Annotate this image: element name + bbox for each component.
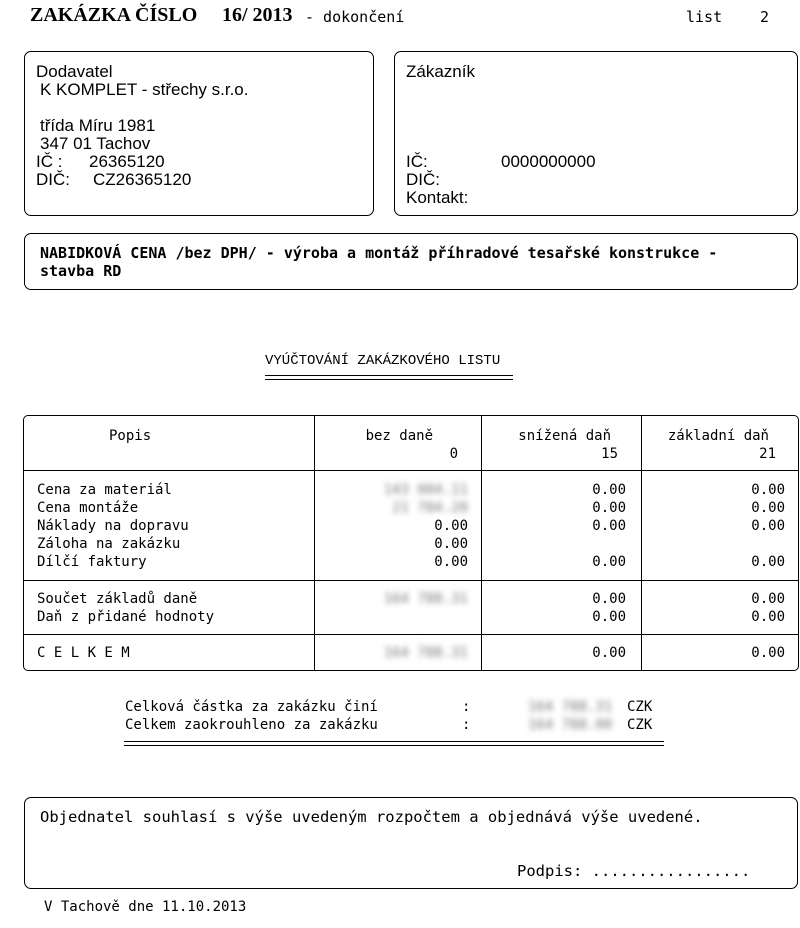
order-number: 16/ 2013 <box>222 4 293 26</box>
customer-contact-label: Kontakt: <box>406 188 469 207</box>
section-title-underline-2 <box>265 379 513 380</box>
document-subtitle: - dokončení <box>305 8 405 26</box>
row-label: Dílčí faktury <box>37 554 147 570</box>
supplier-name: K KOMPLET - střechy s.r.o. <box>40 80 249 99</box>
header-no-tax: bez daně <box>365 428 433 444</box>
sheet-label: list <box>686 8 723 26</box>
row-label: Cena montáže <box>37 500 139 516</box>
summary-underline <box>124 741 664 742</box>
sum-value-reduced: 0.00 <box>592 609 626 625</box>
summary-separator: : <box>462 699 471 715</box>
row-label: Záloha na zakázku <box>37 536 181 552</box>
supplier-dic-value: CZ26365120 <box>93 170 192 189</box>
total-value-reduced: 0.00 <box>592 645 626 661</box>
total-value-no-tax: 164 788.31 <box>383 645 468 661</box>
sum-row-label: Daň z přidané hodnoty <box>37 609 215 625</box>
document-title: ZAKÁZKA ČÍSLO <box>30 4 198 26</box>
supplier-dic-label: DIČ: <box>36 170 70 189</box>
summary-value-rounded: 164 788.00 <box>528 717 613 733</box>
row-value-reduced: 0.00 <box>592 518 626 534</box>
header-reduced-tax: snížená daň <box>518 428 611 444</box>
header-no-tax-rate: 0 <box>449 446 458 462</box>
sheet-number: 2 <box>760 8 770 26</box>
sum-value-basic: 0.00 <box>751 609 785 625</box>
row-divider <box>24 580 798 581</box>
total-label: C E L K E M <box>37 645 130 661</box>
supplier-street: třída Míru 1981 <box>40 116 156 135</box>
header-description: Popis <box>109 428 152 444</box>
summary-label-total: Celková částka za zakázku činí <box>125 699 378 715</box>
agreement-text: Objednatel souhlasí s výše uvedeným rozpočtem a objednává výše uvedené. <box>40 808 703 826</box>
supplier-ic-value: 26365120 <box>89 152 165 171</box>
summary-currency: CZK <box>627 699 653 715</box>
row-value-basic: 0.00 <box>751 482 785 498</box>
row-value-reduced: 0.00 <box>592 554 626 570</box>
offer-description: NABIDKOVÁ CENA /bez DPH/ - výroba a montáž příhradové tesařské konstrukce - stavba RD <box>40 244 718 280</box>
billing-table <box>23 415 799 671</box>
customer-ic-value: 0000000000 <box>501 152 596 171</box>
row-label: Cena za materiál <box>37 482 172 498</box>
summary-separator: : <box>462 717 471 733</box>
supplier-box <box>24 51 374 216</box>
row-value-reduced: 0.00 <box>592 482 626 498</box>
supplier-heading: Dodavatel <box>36 62 113 81</box>
section-title: VYÚČTOVÁNÍ ZAKÁZKOVÉHO LISTU <box>265 353 501 369</box>
customer-box <box>394 51 798 216</box>
header-reduced-tax-rate: 15 <box>601 446 618 462</box>
row-value-no-tax: 0.00 <box>434 554 468 570</box>
row-divider <box>24 634 798 635</box>
header-basic-tax: základní daň <box>667 428 769 444</box>
sum-row-label: Součet základů daně <box>37 591 198 607</box>
signature-line: Podpis: ................. <box>517 862 751 880</box>
summary-underline-2 <box>124 745 664 746</box>
supplier-ic-label: IČ : <box>36 152 63 171</box>
total-value-basic: 0.00 <box>751 645 785 661</box>
sum-value-reduced: 0.00 <box>592 591 626 607</box>
row-value-no-tax: 0.00 <box>434 518 468 534</box>
row-value-basic: 0.00 <box>751 518 785 534</box>
summary-label-rounded: Celkem zaokrouhleno za zakázku <box>125 717 378 733</box>
summary-currency: CZK <box>627 717 653 733</box>
section-title-underline <box>265 375 513 376</box>
row-divider <box>24 470 798 471</box>
summary-value-total: 164 788.31 <box>528 699 613 715</box>
supplier-city: 347 01 Tachov <box>40 134 151 153</box>
customer-heading: Zákazník <box>406 62 475 81</box>
row-value-no-tax: 143 004.11 <box>383 482 468 498</box>
customer-dic-label: DIČ: <box>406 170 440 189</box>
row-label: Náklady na dopravu <box>37 518 189 534</box>
place-and-date: V Tachově dne 11.10.2013 <box>44 899 247 915</box>
row-value-no-tax: 0.00 <box>434 536 468 552</box>
row-value-reduced: 0.00 <box>592 500 626 516</box>
row-value-basic: 0.00 <box>751 500 785 516</box>
sum-value-basic: 0.00 <box>751 591 785 607</box>
header-basic-tax-rate: 21 <box>759 446 776 462</box>
sum-value-no-tax: 164 788.31 <box>383 591 468 607</box>
customer-ic-label: IČ: <box>406 152 428 171</box>
row-value-basic: 0.00 <box>751 554 785 570</box>
row-value-no-tax: 21 784.20 <box>392 500 468 516</box>
